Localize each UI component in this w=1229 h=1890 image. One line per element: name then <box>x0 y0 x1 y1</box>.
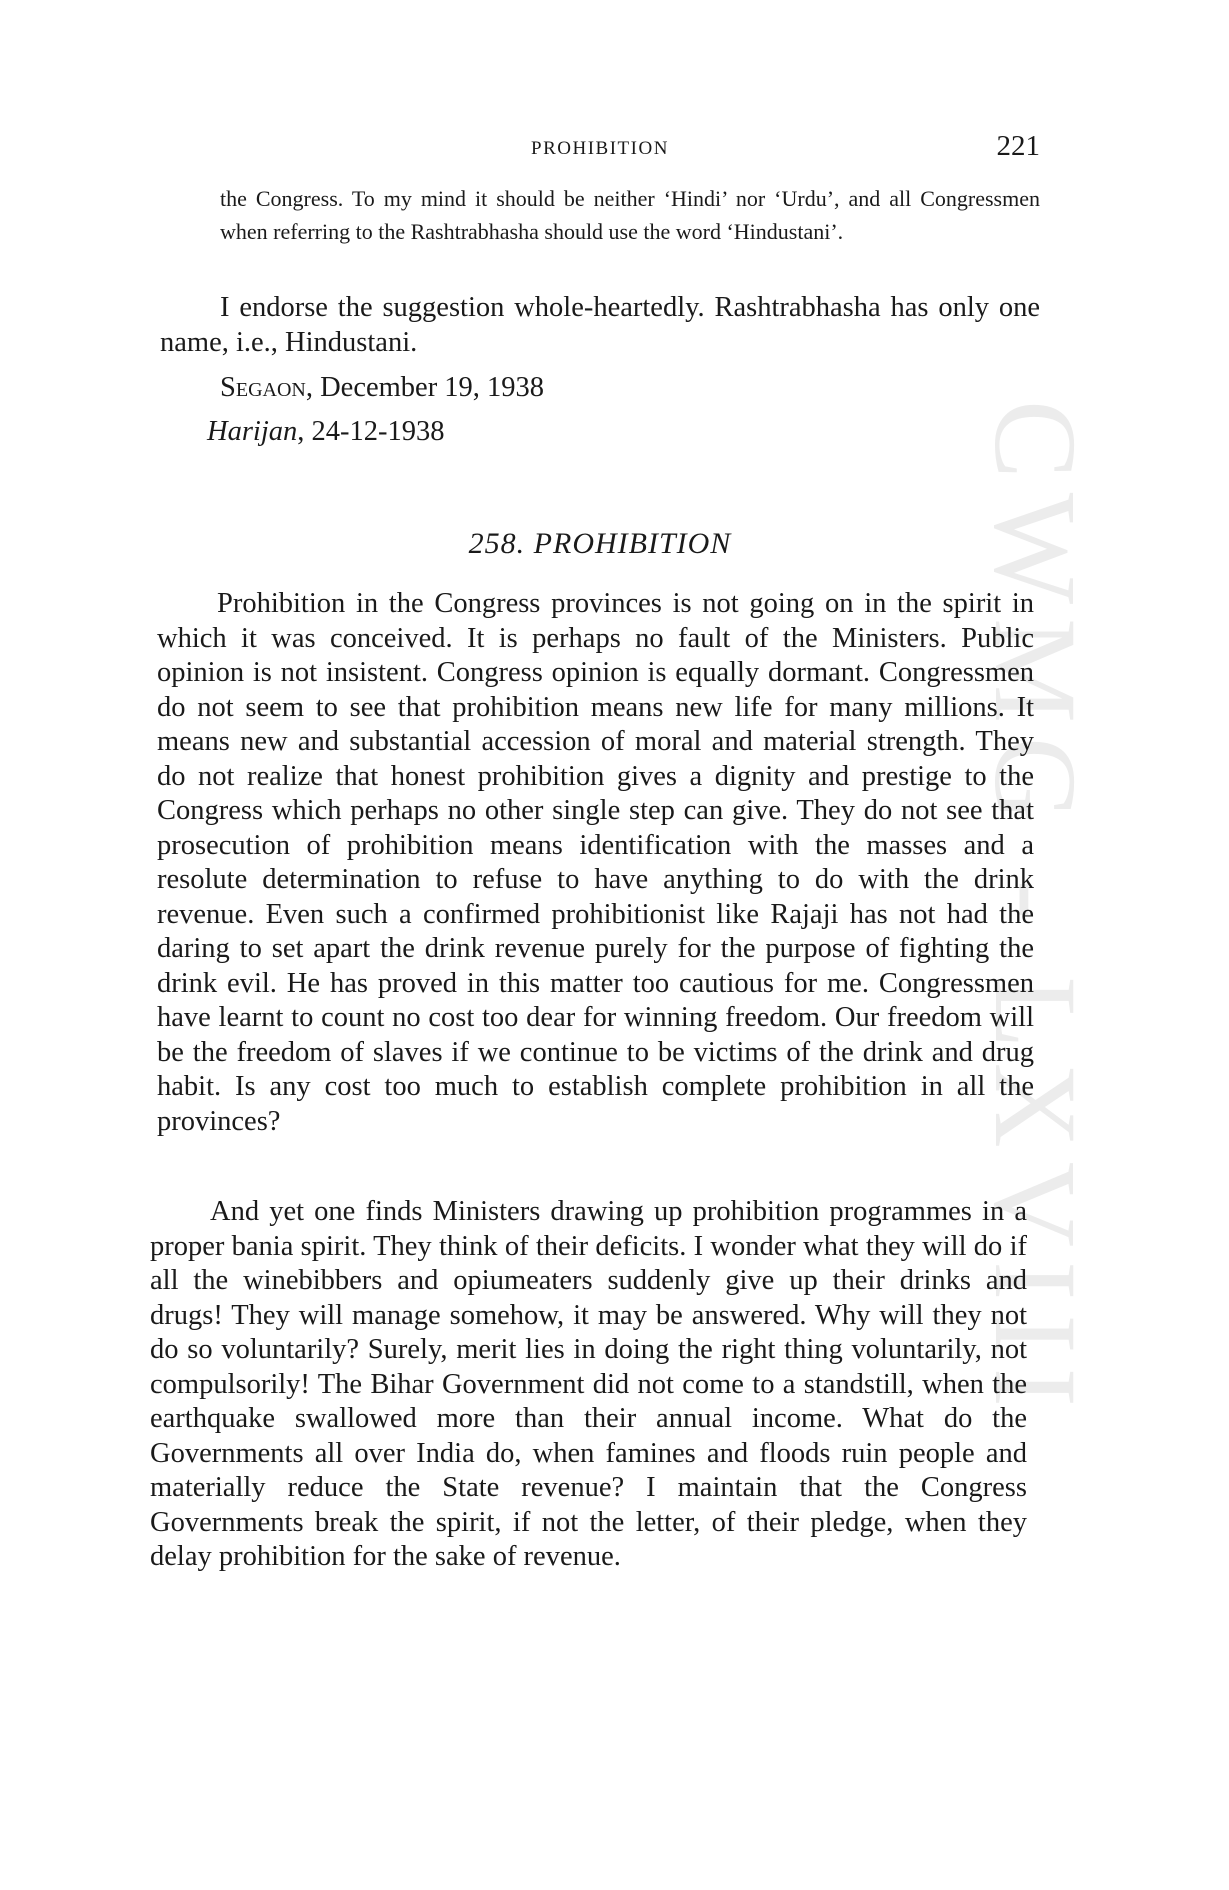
source-citation: Harijan, 24-12-1938 <box>207 416 445 447</box>
source-journal: Harijan <box>207 416 298 447</box>
article-paragraph: And yet one finds Ministers drawing up prohibition programmes in a proper bania spirit. They think of their deficits. I wonder what they will do if all the winebibbers and opiumeaters suddenly give up their drinks and drugs! They will manage somehow, it may be answered. Why will they not do so voluntarily? Surely, merit lies in doing the right thing voluntarily, not compulsorily! The Bihar Government did not come to a standstill, when the earthquake swallowed more than their annual income. What do the Governments all over India do, when famines and floods ruin people and materially reduce the State revenue? I maintain that the Congress Governments break the spirit, if not the letter, of their pledge, when they delay prohibition for the sake of revenue. <box>150 1196 1027 1572</box>
dateline-date: December 19, 1938 <box>320 372 545 403</box>
quoted-passage: the Congress. To my mind it should be neither ‘Hindi’ nor ‘Urdu’, and all Congressmen when referring to the Rashtrabhasha should use the word ‘Hindustani’. <box>220 186 1040 244</box>
article-title: 258. PROHIBITION <box>468 527 732 560</box>
dateline: Segaon, December 19, 1938 <box>220 372 545 403</box>
dateline-place: Segaon <box>220 372 306 403</box>
page-number: 221 <box>996 130 1040 162</box>
watermark-text: CWMG - LXVIII <box>970 400 1101 1421</box>
running-head <box>160 130 1040 174</box>
article-paragraph: Prohibition in the Congress provinces is not going on in the spirit in which it was conceived. It is perhaps no fault of the Ministers. Public opinion is not insistent. Congress opinion is equally dormant. Congressmen do not seem to see that prohibition means new life for many millions. It means new and substantial accession of moral and material strength. They do not realize that honest prohibition gives a dignity and prestige to the Congress which perhaps no other single step can give. They do not see that prosecution of prohibition means identification with the masses and a resolute determination to refuse to have anything to do with the drink revenue. Even such a confirmed prohibitionist like Rajaji has not had the daring to set apart the drink revenue purely for the purpose of fighting the drink evil. He has proved in this matter too cautious for me. Congressmen have learnt to count no cost too dear for winning freedom. Our freedom will be the freedom of slaves if we continue to be victims of the drink and drug habit. Is any cost too much to establish complete prohibition in all the provinces? <box>157 588 1034 1137</box>
source-date: 24-12-1938 <box>311 416 445 447</box>
endorsement-paragraph: I endorse the suggestion whole-heartedly. Rashtrabhasha has only one name, i.e., Hindustani. <box>160 292 1040 358</box>
running-title: PROHIBITION <box>531 138 669 159</box>
